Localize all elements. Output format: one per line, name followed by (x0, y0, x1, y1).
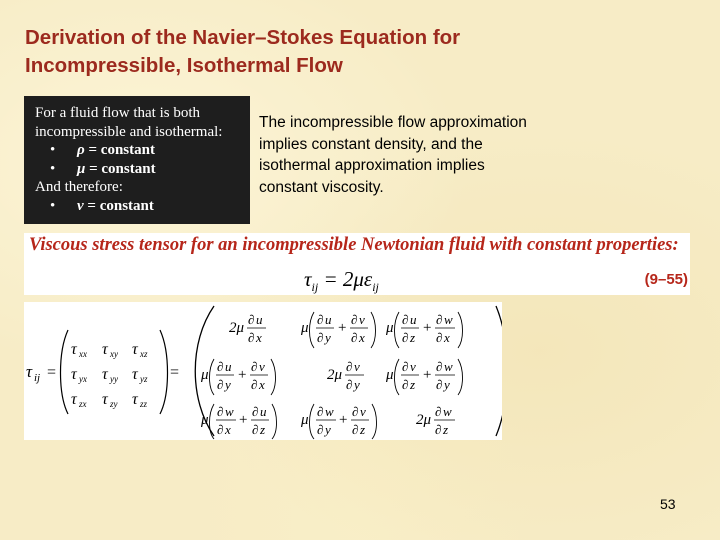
var-v: v (359, 312, 365, 327)
mu: μ (386, 367, 394, 383)
tau-yx: τ (71, 366, 77, 383)
two-mu: 2μ (416, 412, 432, 428)
sub-xz: xz (140, 349, 148, 359)
sub-zx: zx (79, 399, 87, 409)
var-v: v (354, 359, 360, 374)
sub-xx: xx (79, 349, 87, 359)
tau-yy: τ (102, 366, 108, 383)
two-mu: 2μ (327, 367, 343, 383)
partial: ∂ (252, 422, 259, 437)
partial: ∂ (251, 377, 258, 392)
var-z: z (360, 422, 366, 437)
partial: ∂ (317, 330, 324, 345)
partial: ∂ (351, 312, 358, 327)
var-x: x (256, 330, 262, 345)
kinematic-viscosity-symbol: ν (77, 197, 84, 214)
var-y: y (325, 422, 331, 437)
tau-symbol: τ (26, 362, 33, 381)
tau-subscript: ij (34, 372, 41, 384)
slide-title-line-1: Derivation of the Navier–Stokes Equation for (25, 26, 461, 49)
matrix-row-2 (200, 359, 463, 395)
two-mu: 2μ (229, 320, 245, 336)
var-z: z (410, 330, 416, 345)
partial: ∂ (346, 359, 353, 374)
tau-zz: τ (132, 391, 138, 408)
conditions-line-1: For a fluid flow that is both (35, 105, 200, 121)
var-v: v (259, 359, 265, 374)
viscosity-symbol: μ (77, 160, 86, 177)
density-symbol: ρ (77, 142, 85, 158)
var-x: x (259, 377, 265, 392)
sub-yz: yz (140, 374, 148, 384)
stress-matrix-equation (24, 302, 502, 440)
tau-yz: τ (132, 366, 138, 383)
var-w: w (444, 312, 453, 327)
stress-matrix-box (24, 302, 502, 440)
var-u: u (410, 312, 417, 327)
partial: ∂ (402, 330, 409, 345)
plus: + (238, 367, 247, 383)
partial: ∂ (435, 404, 442, 419)
plus: + (338, 320, 347, 336)
tau-zy: τ (102, 391, 108, 408)
partial: ∂ (436, 377, 443, 392)
tau-xx: τ (71, 341, 77, 358)
matrix-lhs (26, 362, 56, 384)
plus: + (339, 412, 348, 428)
var-z: z (443, 422, 449, 437)
slide-title-line-2: Incompressible, Isothermal Flow (25, 54, 343, 77)
var-x: x (225, 422, 231, 437)
var-z: z (410, 377, 416, 392)
var-w: w (225, 404, 234, 419)
density-constant-item (35, 141, 244, 160)
mu: μ (301, 412, 309, 428)
partial: ∂ (252, 404, 259, 419)
stress-tensor-heading: Viscous stress tensor for an incompressible Newtonian fluid with constant properties: (29, 235, 679, 255)
var-y: y (225, 377, 231, 392)
stress-rhs: = 2με (318, 267, 373, 291)
matrix-row-3 (200, 404, 455, 439)
partial: ∂ (217, 377, 224, 392)
partial: ∂ (352, 422, 359, 437)
partial: ∂ (217, 359, 224, 374)
bullet: • (50, 160, 56, 177)
big-right-paren (496, 306, 502, 436)
mu: μ (386, 320, 394, 336)
plus: + (423, 367, 432, 383)
conditions-line-2: incompressible and isothermal: (35, 123, 223, 140)
stress-tensor-equation (304, 267, 379, 295)
var-u: u (256, 312, 263, 327)
density-constant-text: = constant (84, 142, 155, 158)
therefore-label: And therefore: (35, 179, 123, 195)
var-u: u (225, 359, 232, 374)
var-v: v (360, 404, 366, 419)
viscosity-constant-item (35, 160, 244, 179)
matrix-row-1 (229, 312, 463, 348)
partial: ∂ (248, 330, 255, 345)
partial: ∂ (402, 312, 409, 327)
partial: ∂ (317, 404, 324, 419)
equals-sign-2: = (170, 364, 180, 381)
var-w: w (444, 359, 453, 374)
partial: ∂ (217, 422, 224, 437)
var-w: w (325, 404, 334, 419)
bullet: • (50, 142, 56, 158)
partial: ∂ (217, 404, 224, 419)
sub-xy: xy (110, 349, 118, 359)
stress-lhs-subscript: ij (311, 280, 319, 295)
partial: ∂ (317, 312, 324, 327)
explanation-text: The incompressible flow approximation implies constant density, and the isothermal approximation implies constant viscosity. (259, 114, 527, 196)
page-number: 53 (660, 496, 676, 512)
partial: ∂ (436, 312, 443, 327)
partial: ∂ (402, 359, 409, 374)
partial: ∂ (402, 377, 409, 392)
var-y: y (444, 377, 450, 392)
var-y: y (354, 377, 360, 392)
var-u: u (260, 404, 267, 419)
var-z: z (260, 422, 266, 437)
partial: ∂ (317, 422, 324, 437)
kinematic-viscosity-constant-item (35, 197, 244, 216)
var-v: v (410, 359, 416, 374)
partial: ∂ (436, 359, 443, 374)
mu: μ (301, 320, 309, 336)
var-y: y (325, 330, 331, 345)
bullet: • (50, 197, 56, 214)
sub-yx: yx (79, 374, 87, 384)
stress-rhs-subscript: ij (372, 280, 379, 295)
plus: + (423, 320, 432, 336)
plus: + (239, 412, 248, 428)
stress-lhs: τ (304, 267, 312, 291)
var-u: u (325, 312, 332, 327)
tau-xy: τ (102, 341, 108, 358)
partial: ∂ (436, 330, 443, 345)
partial: ∂ (435, 422, 442, 437)
kinematic-viscosity-constant-text: = constant (83, 197, 154, 214)
viscosity-constant-text: = constant (85, 160, 156, 177)
partial: ∂ (346, 377, 353, 392)
equals-sign: = (47, 364, 57, 381)
right-paren (160, 330, 168, 414)
slide-title (25, 24, 585, 80)
partial: ∂ (248, 312, 255, 327)
sub-zz: zz (140, 399, 148, 409)
partial: ∂ (251, 359, 258, 374)
conditions-box (24, 96, 250, 224)
var-w: w (443, 404, 452, 419)
component-matrix (61, 330, 168, 414)
tau-zx: τ (71, 391, 77, 408)
left-paren (61, 330, 69, 414)
var-x: x (359, 330, 365, 345)
mu: μ (201, 412, 209, 428)
sub-zy: zy (110, 399, 118, 409)
mu: μ (201, 367, 209, 383)
var-x: x (444, 330, 450, 345)
stress-tensor-box (24, 233, 690, 295)
partial: ∂ (351, 330, 358, 345)
partial: ∂ (352, 404, 359, 419)
equation-number: (9–55) (644, 271, 688, 288)
tau-xz: τ (132, 341, 138, 358)
sub-yy: yy (110, 374, 118, 384)
